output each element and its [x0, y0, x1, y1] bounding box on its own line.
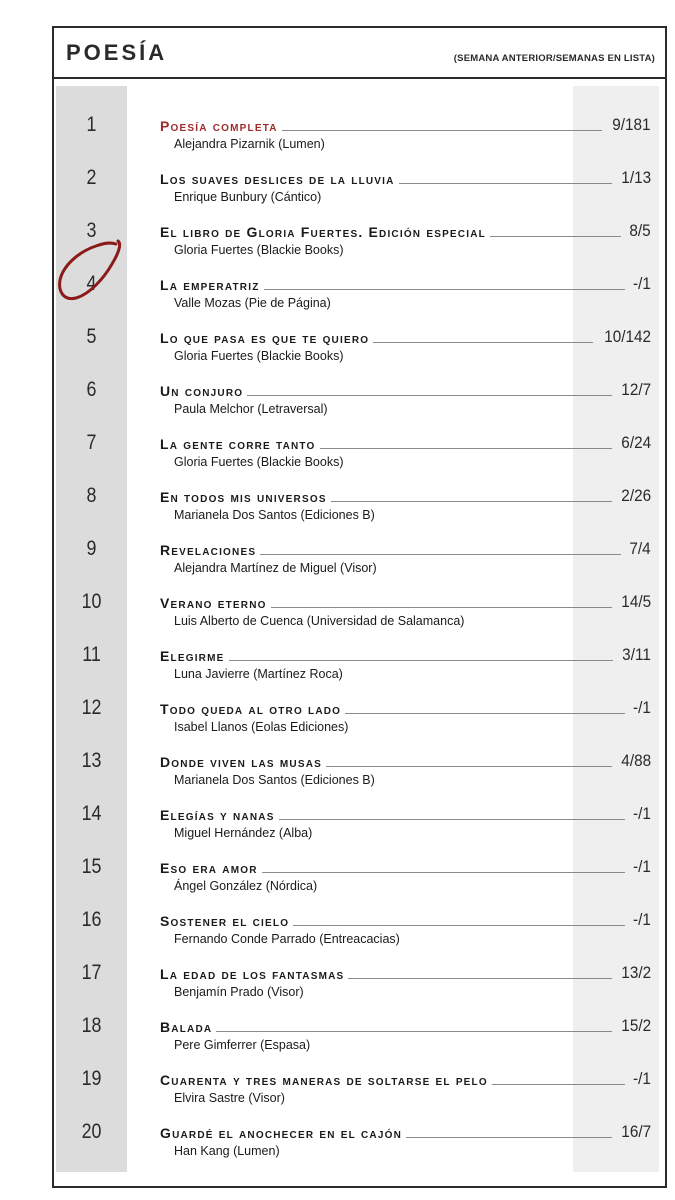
entry-author: Luis Alberto de Cuenca (Universidad de Salamanca): [174, 614, 465, 628]
entry-weeks: 1/13: [621, 168, 651, 187]
entry-weeks: 8/5: [629, 221, 651, 240]
entry-author: Alejandra Martínez de Miguel (Visor): [174, 561, 377, 575]
entry-author: Paula Melchor (Letraversal): [174, 402, 328, 416]
leader-line: [293, 924, 625, 926]
entry-title: Guardé el anochecer en el cajón: [160, 1125, 402, 1141]
entry-weeks: 10/142: [604, 327, 651, 346]
entry-weeks: -/1: [633, 910, 651, 929]
leader-line: [262, 871, 626, 873]
entry-weeks: 6/24: [621, 433, 651, 452]
entry-weeks: 15/2: [621, 1016, 651, 1035]
entry-title: Elegías y nanas: [160, 807, 275, 823]
leader-line: [331, 500, 612, 502]
entry-rank: 7: [86, 431, 97, 454]
entry-weeks: 13/2: [621, 963, 651, 982]
entry-rank: 1: [86, 113, 97, 136]
entry-title-line: [160, 326, 651, 346]
entry-rank: 5: [86, 325, 97, 348]
list-entry: [54, 528, 665, 581]
entry-weeks: -/1: [633, 1069, 651, 1088]
entry-title: Revelaciones: [160, 542, 257, 558]
entry-rank: 11: [82, 643, 101, 666]
entry-rank: 16: [81, 908, 102, 931]
list-entry: [54, 793, 665, 846]
entry-title-line: [160, 1121, 651, 1141]
leader-line: [229, 659, 614, 661]
entry-title-line: [160, 697, 651, 717]
leader-line: [264, 288, 626, 290]
entry-title: La emperatriz: [160, 277, 260, 293]
entry-author: Luna Javierre (Martínez Roca): [174, 667, 343, 681]
entry-title-line: [160, 538, 651, 558]
entry-title-line: [160, 591, 651, 611]
entry-weeks: 2/26: [621, 486, 651, 505]
list-entry: [54, 316, 665, 369]
entry-weeks: -/1: [633, 274, 651, 293]
entry-author: Enrique Bunbury (Cántico): [174, 190, 322, 204]
entry-weeks: 7/4: [629, 539, 651, 558]
entry-title-line: [160, 856, 651, 876]
entry-title-line: [160, 644, 651, 664]
entry-rank: 10: [81, 590, 102, 613]
list-entry: [54, 1005, 665, 1058]
entry-title: Donde viven las musas: [160, 754, 322, 770]
leader-line: [345, 712, 625, 714]
leader-line: [348, 977, 612, 979]
entry-author: Ángel González (Nórdica): [174, 879, 318, 893]
entry-rank: 19: [81, 1067, 102, 1090]
leader-line: [260, 553, 621, 555]
entry-title-line: [160, 114, 651, 134]
list-entry: [54, 1111, 665, 1164]
entry-rank: 13: [81, 749, 102, 772]
list-entry: [54, 422, 665, 475]
entry-title: Elegirme: [160, 648, 225, 664]
entry-title: Poesía completa: [160, 118, 278, 134]
bestseller-list-frame: [52, 26, 667, 1188]
entry-author: Elvira Sastre (Visor): [174, 1091, 285, 1105]
list-entry: [54, 1058, 665, 1111]
entry-weeks: -/1: [633, 698, 651, 717]
list-entry: [54, 475, 665, 528]
entry-rank: 15: [81, 855, 102, 878]
entry-title-line: [160, 432, 651, 452]
leader-line: [373, 341, 593, 343]
entry-rank: 8: [86, 484, 97, 507]
entry-title: Cuarenta y tres maneras de soltarse el pelo: [160, 1072, 488, 1088]
entry-rank: 17: [81, 961, 102, 984]
entry-title-line: [160, 962, 651, 982]
entry-title: Un conjuro: [160, 383, 244, 399]
leader-line: [282, 129, 603, 131]
entry-author: Gloria Fuertes (Blackie Books): [174, 455, 344, 469]
entry-title-line: [160, 220, 651, 240]
leader-line: [399, 182, 612, 184]
entry-rank: 12: [81, 696, 102, 719]
entry-weeks: -/1: [633, 857, 651, 876]
entry-weeks: -/1: [633, 804, 651, 823]
entry-title-line: [160, 803, 651, 823]
entry-title: La edad de los fantasmas: [160, 966, 345, 982]
entry-weeks: 4/88: [621, 751, 651, 770]
list-entry: [54, 104, 665, 157]
entry-title-line: [160, 379, 651, 399]
entry-title-line: [160, 273, 651, 293]
entry-author: Isabel Llanos (Eolas Ediciones): [174, 720, 349, 734]
list-entry: [54, 846, 665, 899]
leader-line: [326, 765, 612, 767]
entry-title-line: [160, 909, 651, 929]
entry-title: La gente corre tanto: [160, 436, 316, 452]
entry-weeks: 9/181: [612, 115, 651, 134]
list-entry: [54, 740, 665, 793]
leader-line: [492, 1083, 625, 1085]
leader-line: [406, 1136, 612, 1138]
entry-weeks: 12/7: [621, 380, 651, 399]
list-entry: [54, 634, 665, 687]
leader-line: [490, 235, 621, 237]
entry-title-line: [160, 167, 651, 187]
list-entry: [54, 369, 665, 422]
entry-rank: 4: [86, 272, 97, 295]
entry-author: Miguel Hernández (Alba): [174, 826, 313, 840]
list-entry: [54, 581, 665, 634]
leader-line: [216, 1030, 612, 1032]
entry-author: Pere Gimferrer (Espasa): [174, 1038, 311, 1052]
leader-line: [320, 447, 612, 449]
entry-title-line: [160, 1015, 651, 1035]
section-header: [54, 28, 665, 79]
leader-line: [271, 606, 612, 608]
entry-title: Lo que pasa es que te quiero: [160, 330, 370, 346]
leader-line: [279, 818, 626, 820]
entry-rank: 14: [81, 802, 102, 825]
entry-rank: 9: [86, 537, 97, 560]
entry-author: Marianela Dos Santos (Ediciones B): [174, 773, 375, 787]
list-entry: [54, 263, 665, 316]
list-entry: [54, 687, 665, 740]
entry-author: Marianela Dos Santos (Ediciones B): [174, 508, 375, 522]
entry-title: El libro de Gloria Fuertes. Edición especial: [160, 224, 486, 240]
entry-title: Todo queda al otro lado: [160, 701, 342, 717]
entry-weeks: 3/11: [622, 645, 651, 664]
entry-rank: 20: [81, 1120, 102, 1143]
list-entry: [54, 899, 665, 952]
section-subtitle: (SEMANA ANTERIOR/SEMANAS EN LISTA): [453, 53, 655, 64]
section-title: POESÍA: [66, 40, 168, 65]
entry-weeks: 16/7: [621, 1122, 651, 1141]
entry-author: Gloria Fuertes (Blackie Books): [174, 243, 344, 257]
entry-title-line: [160, 750, 651, 770]
entry-author: Alejandra Pizarnik (Lumen): [174, 137, 325, 151]
entry-rank: 18: [81, 1014, 102, 1037]
entry-author: Fernando Conde Parrado (Entreacacias): [174, 932, 400, 946]
entry-title: En todos mis universos: [160, 489, 327, 505]
entry-author: Gloria Fuertes (Blackie Books): [174, 349, 344, 363]
entry-author: Han Kang (Lumen): [174, 1144, 280, 1158]
entry-title: Eso era amor: [160, 860, 258, 876]
entry-title: Verano eterno: [160, 595, 267, 611]
entry-title: Balada: [160, 1019, 213, 1035]
entry-title-line: [160, 485, 651, 505]
entry-title: Los suaves deslices de la lluvia: [160, 171, 395, 187]
entry-rank: 3: [86, 219, 97, 242]
list-entry: [54, 210, 665, 263]
entry-title: Sostener el cielo: [160, 913, 290, 929]
entry-author: Valle Mozas (Pie de Página): [174, 296, 331, 310]
leader-line: [247, 394, 612, 396]
list-entry: [54, 157, 665, 210]
entry-title-line: [160, 1068, 651, 1088]
entry-weeks: 14/5: [621, 592, 651, 611]
entry-rank: 2: [86, 166, 97, 189]
entry-rank: 6: [86, 378, 97, 401]
list-entry: [54, 952, 665, 1005]
entry-author: Benjamín Prado (Visor): [174, 985, 304, 999]
